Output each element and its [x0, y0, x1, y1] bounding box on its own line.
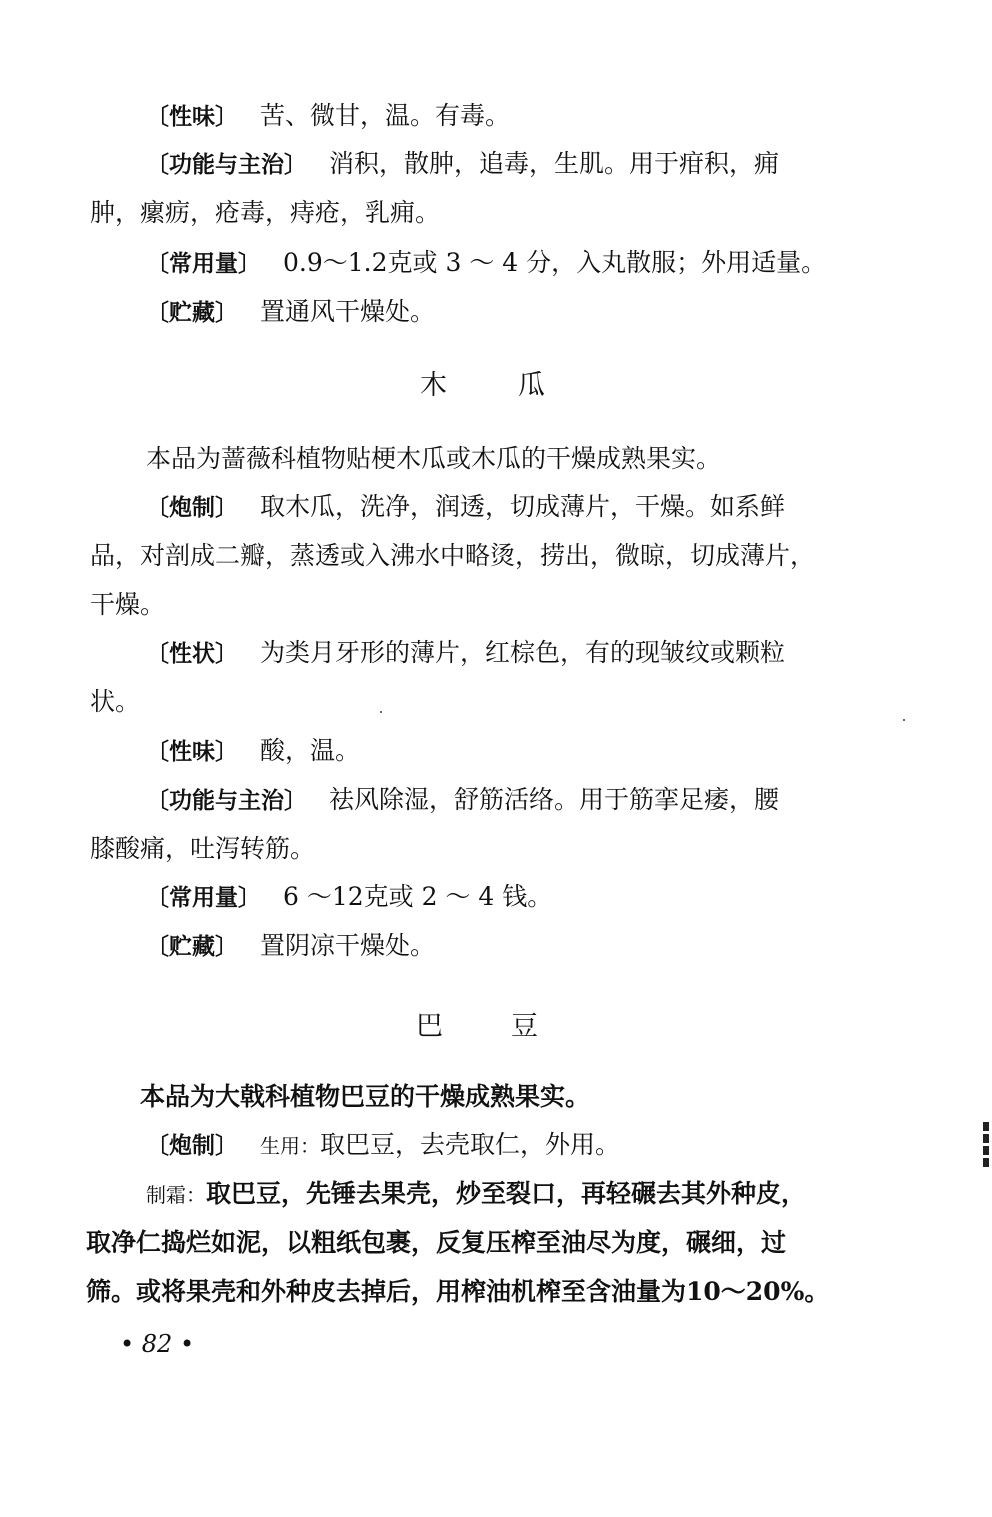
mugua-intro: 本品为蔷薇科植物贴梗木瓜或木瓜的干燥成熟果实。	[146, 444, 722, 473]
mugua-xingwei-label: 〔性味〕	[146, 739, 238, 765]
mugua-gongneng-cont: 膝酸痛，吐泻转筋。	[90, 834, 316, 863]
mugua-xingwei-text: 酸，温。	[260, 736, 361, 765]
mugua-gongneng-line	[146, 784, 779, 817]
gongneng-label: 〔功能与主治〕	[146, 152, 307, 178]
badou-zhishuang-lead: 制霜：	[146, 1183, 206, 1207]
mugua-xingwei-line	[146, 735, 360, 768]
badou-shengyong-lead: 生用：	[260, 1134, 320, 1158]
scan-speck	[380, 711, 382, 713]
mugua-yongliang-label: 〔常用量〕	[146, 885, 261, 911]
mugua-yongliang-text: 6 ～12克或 2 ～ 4 钱。	[283, 882, 553, 911]
zhucang-line	[146, 296, 435, 329]
zhucang-text: 置通风干燥处。	[260, 297, 436, 326]
mugua-yongliang-line	[146, 881, 552, 914]
scan-speck	[903, 719, 905, 721]
gongneng-text: 消积，散肿，追毒，生肌。用于疳积，痈	[329, 149, 780, 178]
yongliang-line	[146, 247, 826, 280]
mugua-zhucang-line	[146, 930, 435, 963]
mugua-xingzhuang-label: 〔性状〕	[146, 641, 238, 667]
mugua-zhucang-text: 置阴凉干燥处。	[260, 931, 436, 960]
xingwei-label: 〔性味〕	[146, 104, 238, 130]
yongliang-label: 〔常用量〕	[146, 251, 261, 277]
mugua-paozhi-cont1: 品，对剖成二瓣，蒸透或入沸水中略烫，捞出，微晾，切成薄片，	[90, 541, 816, 570]
gongneng-cont: 肿，瘰疬，疮毒，痔疮，乳痈。	[90, 198, 441, 227]
badou-zhishuang-cont2: 筛。或将果壳和外种皮去掉后，用榨油机榨至含油量为10～20%。	[86, 1277, 830, 1306]
mugua-paozhi-cont2: 干燥。	[90, 590, 166, 619]
badou-title-char-1: 巴	[416, 1011, 443, 1042]
zhucang-label: 〔贮藏〕	[146, 300, 238, 326]
mugua-paozhi-line	[146, 491, 785, 524]
mugua-xingzhuang-line	[146, 637, 785, 670]
page-number: • 82 •	[120, 1330, 195, 1358]
margin-scan-mark	[983, 1122, 989, 1168]
yongliang-text: 0.9～1.2克或 3 ～ 4 分，入丸散服；外用适量。	[283, 248, 827, 277]
badou-shengyong-text: 取巴豆，去壳取仁，外用。	[320, 1130, 621, 1159]
mugua-paozhi-label: 〔炮制〕	[146, 495, 238, 521]
mugua-title-char-2: 瓜	[518, 370, 545, 401]
badou-zhishuang-line	[146, 1178, 806, 1211]
badou-paozhi-line	[146, 1129, 620, 1162]
gongneng-line	[146, 148, 779, 181]
mugua-zhucang-label: 〔贮藏〕	[146, 934, 238, 960]
badou-intro: 本品为大戟科植物巴豆的干燥成熟果实。	[140, 1082, 591, 1111]
badou-title-char-2: 豆	[511, 1011, 538, 1042]
badou-zhishuang-text: 取巴豆，先锤去果壳，炒至裂口，再轻碾去其外种皮，	[206, 1179, 807, 1208]
mugua-paozhi-text: 取木瓜，洗净，润透，切成薄片，干燥。如系鲜	[260, 492, 786, 521]
mugua-xingzhuang-cont: 状。	[90, 687, 141, 716]
badou-zhishuang-cont1: 取净仁捣烂如泥，以粗纸包裹，反复压榨至油尽为度，碾细，过	[86, 1228, 787, 1257]
badou-paozhi-label: 〔炮制〕	[146, 1133, 238, 1159]
xingwei-text: 苦、微甘，温。有毒。	[260, 101, 511, 130]
mugua-title-char-1: 木	[420, 370, 447, 401]
mugua-xingzhuang-text: 为类月牙形的薄片，红棕色，有的现皱纹或颗粒	[260, 638, 786, 667]
mugua-gongneng-text: 祛风除湿，舒筋活络。用于筋挛足痿，腰	[329, 785, 780, 814]
xingwei-line	[146, 100, 510, 133]
mugua-gongneng-label: 〔功能与主治〕	[146, 788, 307, 814]
